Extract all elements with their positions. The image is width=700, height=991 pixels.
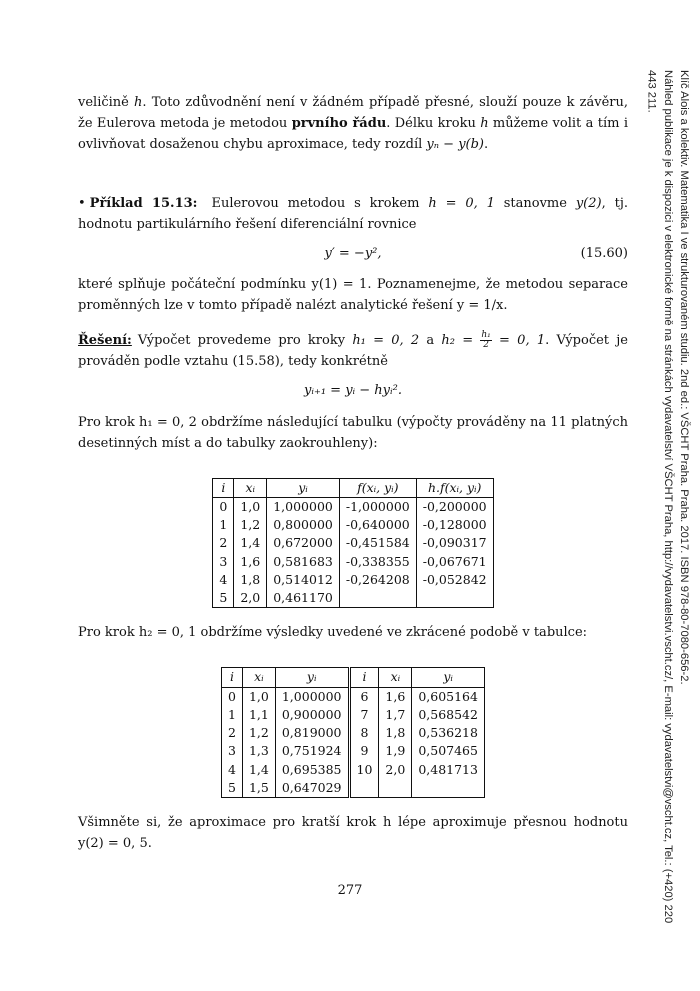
- table-cell: 9: [349, 742, 379, 760]
- table-cell: 0,581683: [267, 553, 340, 571]
- side-note-line-1: Klíč Alois a kolektiv. Matematika I ve strukturovaném studiu. 2nd ed.: VŠCHT Praha. Praha. 2017. ISBN 978-80-7080-656-2.: [678, 70, 690, 685]
- solution-label: Řešení:: [78, 333, 132, 349]
- table-cell: 2,0: [234, 589, 267, 608]
- bullet: •: [78, 196, 86, 212]
- table-cell: 3: [222, 742, 243, 760]
- table-cell: [416, 589, 493, 608]
- table-cell: [349, 779, 379, 798]
- table-row: [213, 534, 493, 552]
- table-cell: 0,695385: [275, 761, 349, 779]
- table-cell: 4: [213, 571, 234, 589]
- table-cell: 0: [222, 687, 243, 706]
- table-cell: 2: [213, 534, 234, 552]
- table-cell: 1,8: [379, 724, 412, 742]
- table-cell: 1,2: [242, 724, 275, 742]
- table-cell: 0,568542: [412, 706, 485, 724]
- solution-paragraph: Řešení: Výpočet provedeme pro kroky h₁ = 0, 2 a h₂ = $\frac{\text{h₁}}{2}$ = 0, 1. Výpočet je prováděn podle vztahu (15.58), tedy konkrétně: [78, 330, 628, 370]
- table-row: [213, 571, 493, 589]
- table-cell: 8: [349, 724, 379, 742]
- table-cell: 10: [349, 761, 379, 779]
- table-cell: -0,090317: [416, 534, 493, 552]
- table-cell: 0,605164: [412, 687, 485, 706]
- table-row: [213, 553, 493, 571]
- bold-term: prvního řádu: [291, 116, 387, 132]
- table1-intro: Pro krok h₁ = 0, 2 obdržíme následující tabulku (výpočty prováděny na 11 platných desetinných míst a do tabulky zaokrouhleny):: [78, 414, 628, 451]
- table-cell: 0,514012: [267, 571, 340, 589]
- table-cell: -1,000000: [339, 497, 416, 516]
- table-cell: 2: [222, 724, 243, 742]
- table-cell: [412, 779, 485, 798]
- table-cell: 1,000000: [267, 497, 340, 516]
- table-cell: 1,5: [242, 779, 275, 798]
- table-row: [222, 687, 485, 706]
- table-row: [222, 742, 485, 760]
- table-cell: -0,067671: [416, 553, 493, 571]
- table-cell: [379, 779, 412, 798]
- equation-content: y′ = −y²,: [324, 246, 382, 262]
- table-cell: 3: [213, 553, 234, 571]
- table-cell: 1,0: [242, 687, 275, 706]
- var-h: h: [134, 95, 143, 110]
- header-cell: xᵢ: [234, 478, 267, 497]
- table-cell: 0,536218: [412, 724, 485, 742]
- header-cell: yᵢ: [267, 478, 340, 497]
- header-cell: i: [213, 478, 234, 497]
- equation-number: (15.60): [580, 246, 628, 262]
- page-content: [78, 92, 628, 854]
- page-number: 277: [337, 883, 363, 898]
- table-cell: -0,338355: [339, 553, 416, 571]
- table-cell: 0,481713: [412, 761, 485, 779]
- table-cell: 0,461170: [267, 589, 340, 608]
- table-row: [222, 724, 485, 742]
- header-cell: yᵢ: [412, 668, 485, 687]
- initial-condition-paragraph: které splňuje počáteční podmínku y(1) = 1. Poznamenejme, že metodou separace proměnných lze v tomto případě nalézt analytické řešení y = 1/x.: [78, 277, 628, 314]
- side-note-line-2: Náhled publikace je k dispozici v elektronické formě na stránkách vydavatelství VŠCHT Praha, http://vydavatelstvi.vscht.cz/, E-mail: vydavatelstvi@vscht.cz, Tel.: (+420) 220 443 211.: [645, 70, 674, 924]
- table-header-row: [222, 668, 485, 687]
- table-row: [213, 497, 493, 516]
- table-cell: 1,8: [234, 571, 267, 589]
- table-cell: 0,800000: [267, 516, 340, 534]
- table-cell: 6: [349, 687, 379, 706]
- header-cell: xᵢ: [379, 668, 412, 687]
- table-cell: 1: [222, 706, 243, 724]
- header-cell: h.f(xᵢ, yᵢ): [416, 478, 493, 497]
- example-paragraph: • Příklad 15.13: Eulerovou metodou s krokem h = 0, 1 stanovme y(2), tj. hodnotu partikulárního řešení diferenciální rovnice: [78, 196, 628, 233]
- table-cell: 0,900000: [275, 706, 349, 724]
- table-cell: 1,0: [234, 497, 267, 516]
- table-row: [213, 516, 493, 534]
- table-cell: 1,3: [242, 742, 275, 760]
- table-step-0-1: [221, 667, 485, 798]
- table-cell: 1,1: [242, 706, 275, 724]
- table-cell: 4: [222, 761, 243, 779]
- header-cell: f(xᵢ, yᵢ): [339, 478, 416, 497]
- table-cell: 1,000000: [275, 687, 349, 706]
- table-cell: 0,819000: [275, 724, 349, 742]
- side-note: [643, 70, 692, 930]
- error-expression: yₙ − y(b): [426, 137, 485, 153]
- table-header-row: [213, 478, 493, 497]
- table-cell: 1,7: [379, 706, 412, 724]
- table-cell: 1: [213, 516, 234, 534]
- table-cell: -0,200000: [416, 497, 493, 516]
- recurrence-formula: yᵢ₊₁ = yᵢ − hyᵢ².: [304, 383, 402, 399]
- table-cell: 7: [349, 706, 379, 724]
- table-row: [222, 761, 485, 779]
- table-row: [213, 589, 493, 608]
- table-cell: 1,9: [379, 742, 412, 760]
- table2-intro: Pro krok h₂ = 0, 1 obdržíme výsledky uvedené ve zkrácené podobě v tabulce:: [78, 625, 588, 641]
- table1-wrap: [78, 478, 628, 609]
- table-cell: 1,6: [379, 687, 412, 706]
- table-cell: 5: [213, 589, 234, 608]
- fraction: $\frac{\text{h₁}}{2}$: [481, 330, 491, 351]
- header-cell: yᵢ: [275, 668, 349, 687]
- header-cell: xᵢ: [242, 668, 275, 687]
- table-cell: 0,507465: [412, 742, 485, 760]
- table-cell: 1,6: [234, 553, 267, 571]
- header-cell: i: [349, 668, 379, 687]
- table-cell: 0: [213, 497, 234, 516]
- table-cell: 1,4: [242, 761, 275, 779]
- table-cell: [339, 589, 416, 608]
- table-row: [222, 706, 485, 724]
- equation-15-60: [78, 243, 628, 264]
- table-cell: 0,647029: [275, 779, 349, 798]
- table2-wrap: [78, 667, 628, 798]
- table-step-0-2: [212, 478, 493, 609]
- intro-paragraph: veličině h. Toto zdůvodnění není v žádném případě přesné, slouží pouze k závěru, že Eulerova metoda je metodou prvního řádu. Délku kroku h můžeme volit a tím i ovlivňovat dosaženou chybu aproximace, tedy rozdíl yₙ − y(b).: [78, 95, 628, 153]
- header-cell: i: [222, 668, 243, 687]
- table-cell: 0,672000: [267, 534, 340, 552]
- table-cell: -0,264208: [339, 571, 416, 589]
- table-row: [222, 779, 485, 798]
- example-label: Příklad 15.13:: [89, 196, 198, 212]
- table-cell: -0,128000: [416, 516, 493, 534]
- table-cell: 2,0: [379, 761, 412, 779]
- table-cell: 5: [222, 779, 243, 798]
- table-cell: 1,2: [234, 516, 267, 534]
- table-cell: 0,751924: [275, 742, 349, 760]
- table-cell: -0,052842: [416, 571, 493, 589]
- table-cell: -0,451584: [339, 534, 416, 552]
- table-cell: 1,4: [234, 534, 267, 552]
- conclusion-paragraph: Všimněte si, že aproximace pro kratší krok h lépe aproximuje přesnou hodnotu y(2) = 0, 5.: [78, 815, 628, 852]
- table-cell: -0,640000: [339, 516, 416, 534]
